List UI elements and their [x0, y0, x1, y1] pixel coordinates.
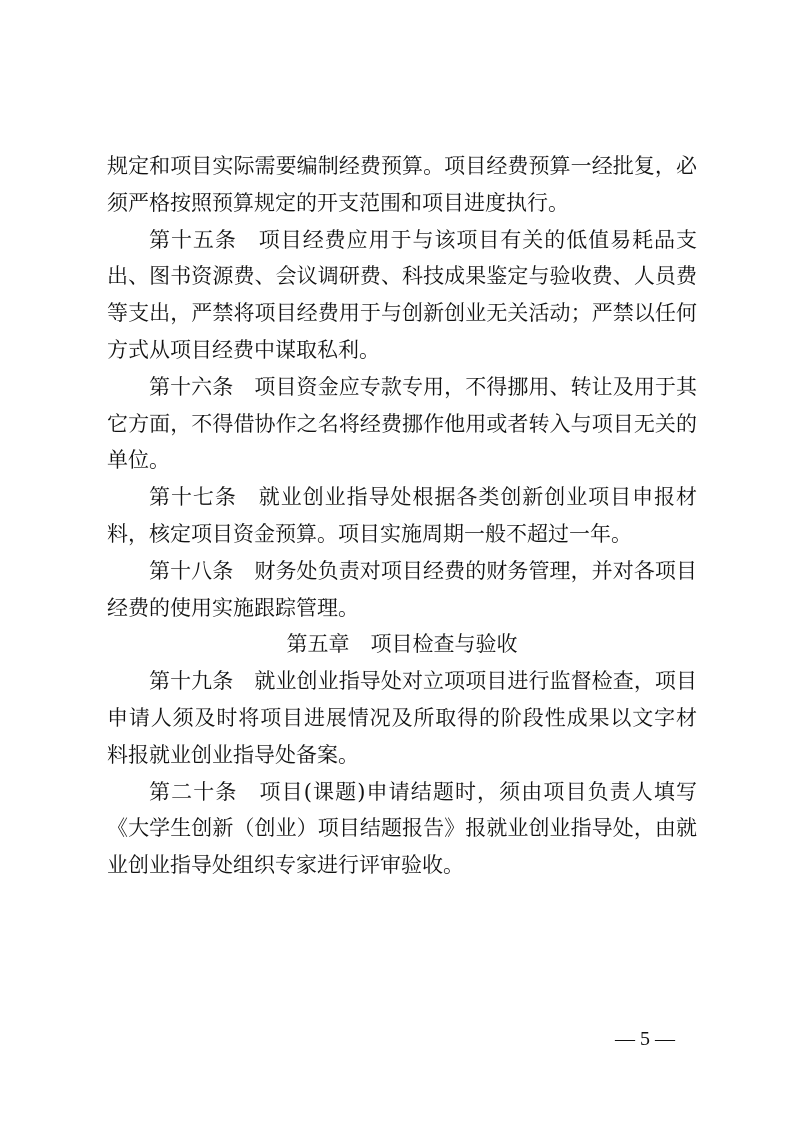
- article-19-line: 第十九条 就业创业指导处对立项项目进行监督检查，项目: [149, 669, 697, 694]
- paragraph-line: 申请人须及时将项目进展情况及所取得的阶段性成果以文字材: [107, 705, 697, 730]
- paragraph-line: 须严格按照预算规定的开支范围和项目进度执行。: [107, 190, 569, 215]
- article-18-line: 第十八条 财务处负责对项目经费的财务管理，并对各项目: [149, 558, 697, 583]
- paragraph-line: 规定和项目实际需要编制经费预算。项目经费预算一经批复，必: [107, 154, 697, 178]
- article-16-line: 第十六条 项目资金应专款专用，不得挪用、转让及用于其: [149, 374, 697, 399]
- paragraph-line: 业创业指导处组织专家进行评审验收。: [107, 853, 464, 878]
- paragraph-line: 料报就业创业指导处备案。: [107, 742, 359, 767]
- paragraph-line: 等支出，严禁将项目经费用于与创新创业无关活动；严禁以任何: [107, 301, 697, 326]
- body-text: [107, 148, 697, 884]
- article-20-line: 第二十条 项目(课题)申请结题时，须由项目负责人填写: [149, 779, 697, 804]
- page-number: — 5 —: [615, 1028, 675, 1050]
- article-17-line: 第十七条 就业创业指导处根据各类创新创业项目申报材: [149, 485, 697, 510]
- paragraph-line: 方式从项目经费中谋取私利。: [107, 337, 380, 362]
- paragraph-line: 《大学生创新（创业）项目结题报告》报就业创业指导处，由就: [107, 816, 697, 841]
- paragraph-line: 单位。: [107, 448, 170, 473]
- paragraph-line: 经费的使用实施跟踪管理。: [107, 595, 359, 620]
- article-15-line: 第十五条 项目经费应用于与该项目有关的低值易耗品支: [149, 227, 697, 252]
- paragraph-line: 料，核定项目资金预算。项目实施周期一般不超过一年。: [107, 521, 632, 546]
- paragraph-line: 出、图书资源费、会议调研费、科技成果鉴定与验收费、人员费: [107, 264, 697, 289]
- paragraph-line: 它方面，不得借协作之名将经费挪作他用或者转入与项目无关的: [107, 411, 697, 436]
- chapter-heading: 第五章 项目检查与验收: [286, 632, 518, 657]
